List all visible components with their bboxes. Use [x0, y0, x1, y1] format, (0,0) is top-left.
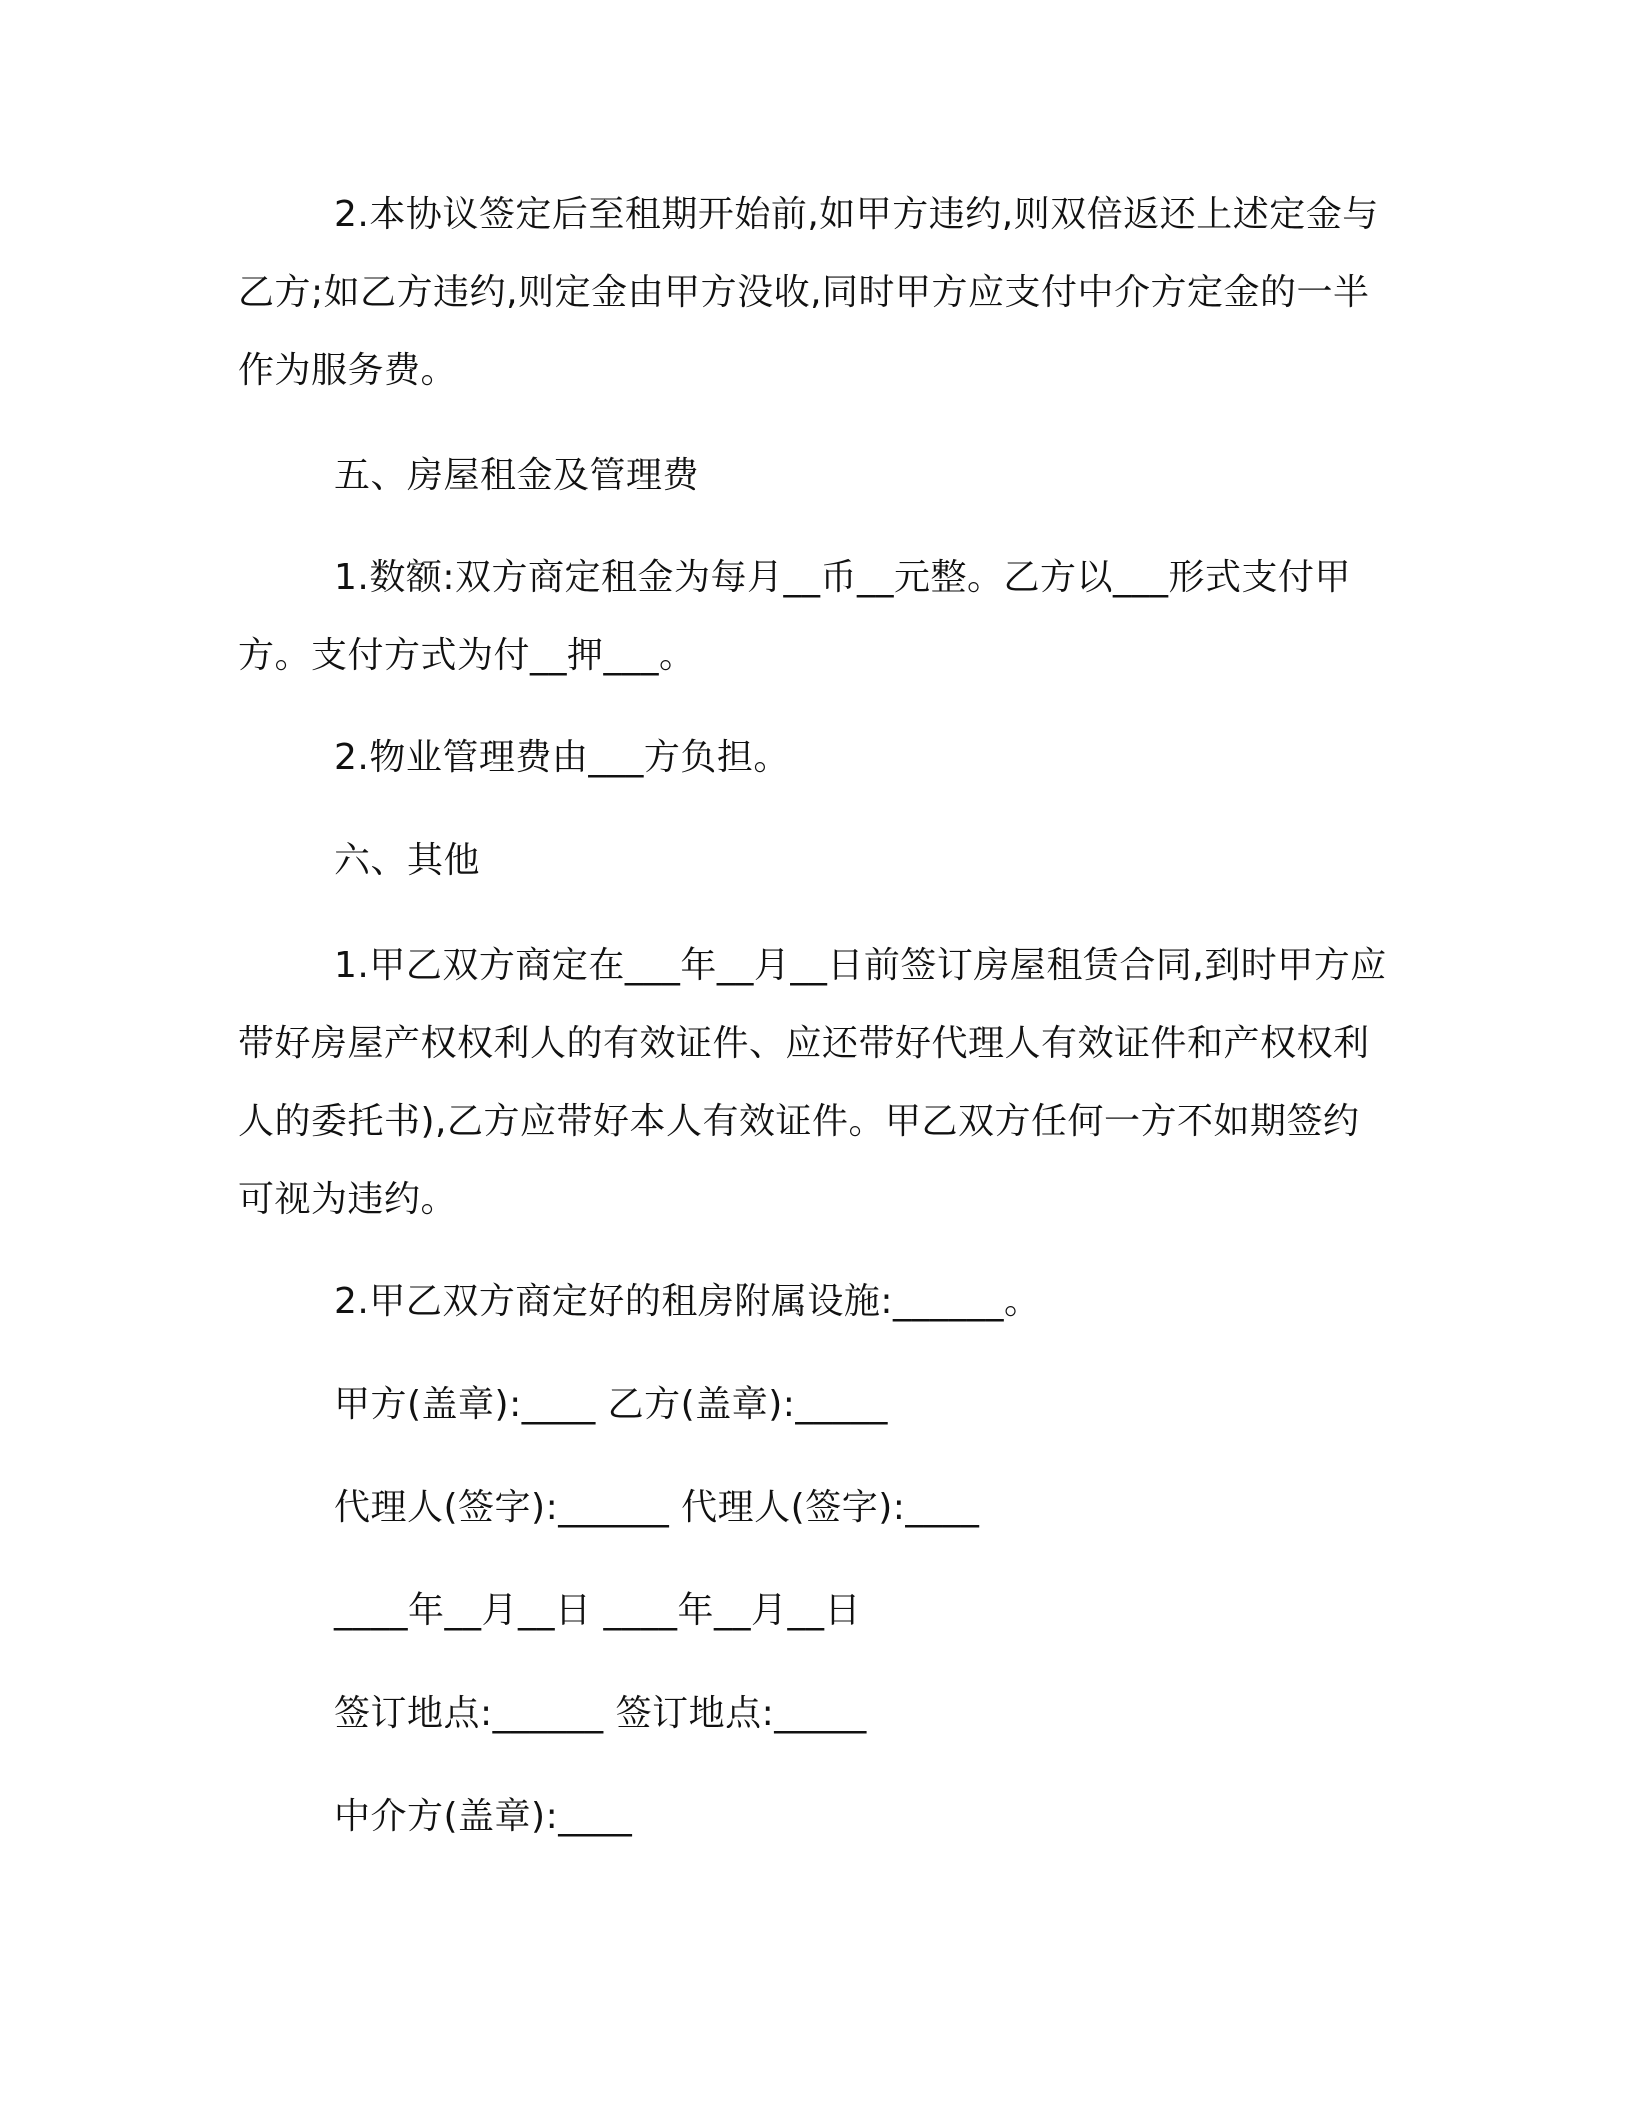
paragraph-5-2: 2.物业管理费由___方负担。	[334, 737, 790, 778]
signature-parties-line: 甲方(盖章):____ 乙方(盖章):_____	[334, 1384, 888, 1425]
paragraph-5-1: 1.数额:双方商定租金为每月__币__元整。乙方以___形式支付甲方。支付方式为付__押___。	[238, 557, 1351, 676]
signature-agents-line: 代理人(签字):______ 代理人(签字):____	[334, 1487, 980, 1528]
section-heading-5: 五、房屋租金及管理费	[334, 455, 700, 496]
paragraph-4-2: 2.本协议签定后至租期开始前,如甲方违约,则双倍返还上述定金与乙方;如乙方违约,则定金由甲方没收,同时甲方应支付中介方定金的一半作为服务费。	[238, 194, 1379, 391]
signature-places-line: 签订地点:______ 签订地点:_____	[334, 1693, 867, 1734]
paragraph-6-1: 1.甲乙双方商定在___年__月__日前签订房屋租赁合同,到时甲方应带好房屋产权权利人的有效证件、应还带好代理人有效证件和产权权利人的委托书),乙方应带好本人有效证件。甲乙双方任何一方不如期签约可视为违约。	[238, 945, 1387, 1220]
signature-intermediary-line: 中介方(盖章):____	[334, 1796, 633, 1837]
paragraph-6-2: 2.甲乙双方商定好的租房附属设施:______。	[334, 1281, 1041, 1322]
section-heading-6: 六、其他	[334, 840, 481, 881]
signature-dates-line: ____年__月__日 ____年__月__日	[334, 1590, 861, 1631]
